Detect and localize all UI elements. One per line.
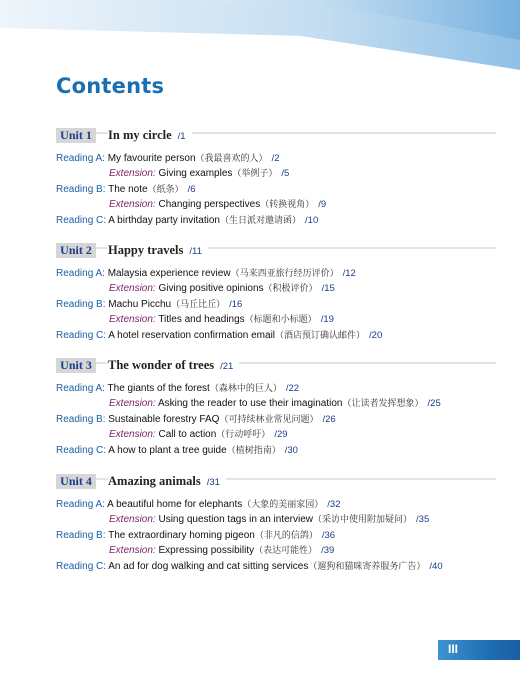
unit-title: Amazing animals [108, 474, 201, 488]
reading-entry[interactable] [56, 298, 242, 312]
header-banner [0, 0, 520, 70]
entry-page: /2 [271, 153, 280, 164]
entry-page: /9 [318, 199, 327, 210]
unit-heading [56, 358, 496, 374]
entry-chinese-title: （我最喜欢的人） [195, 154, 268, 164]
unit-title-group[interactable] [108, 474, 226, 490]
entry-page: /40 [429, 561, 443, 572]
entry-page: /20 [369, 330, 383, 341]
entry-chinese-title: （遛狗和猫咪寄养服务广告） [308, 562, 426, 572]
entry-title: The extraordinary homing pigeon [108, 530, 255, 541]
unit-heading [56, 474, 496, 490]
entry-chinese-title: （大象的美丽家园） [242, 500, 324, 510]
entry-chinese-title: （植树指南） [226, 446, 281, 456]
reading-entry[interactable] [56, 214, 318, 228]
entry-page: /35 [416, 514, 430, 525]
entry-page: /12 [342, 268, 356, 279]
entry-page: /30 [284, 445, 298, 456]
entry-chinese-title: （酒店预订确认邮件） [275, 331, 366, 341]
entry-chinese-title: （森林中的巨人） [209, 384, 282, 394]
entry-chinese-title: （转换视角） [260, 200, 315, 210]
entry-title: A beautiful home for elephants [107, 499, 243, 510]
entry-page: /15 [321, 283, 335, 294]
unit-page: /1 [177, 131, 186, 142]
entry-title: A how to plant a tree guide [108, 445, 227, 456]
entry-chinese-title: （让读者发挥想象） [342, 399, 424, 409]
entry-page: /32 [327, 499, 341, 510]
entry-chinese-title: （标题和小标题） [244, 315, 317, 325]
entry-label: Reading B: [56, 530, 106, 541]
extension-entry[interactable] [109, 513, 429, 527]
entry-title: Malaysia experience review [107, 268, 231, 279]
entry-title: A hotel reservation confirmation email [108, 330, 276, 341]
reading-entry[interactable] [56, 529, 335, 543]
entry-label: Reading C: [56, 330, 107, 341]
unit-tag: Unit 3 [56, 358, 96, 373]
entry-title: Expressing possibility [158, 545, 255, 556]
entry-title: Call to action [158, 429, 217, 440]
entry-title: An ad for dog walking and cat sitting services [108, 561, 309, 572]
entry-label: Extension: [109, 168, 156, 179]
entry-title: Giving examples [158, 168, 233, 179]
entry-page: /22 [285, 383, 300, 394]
entry-page: /29 [274, 429, 288, 440]
unit-page: /31 [206, 477, 220, 488]
unit-title: Happy travels [108, 243, 184, 257]
entry-label: Extension: [109, 283, 156, 294]
reading-entry[interactable] [56, 267, 356, 281]
unit-tag: Unit 1 [56, 128, 96, 143]
entry-title: Giving positive opinions [158, 283, 264, 294]
entry-chinese-title: （表达可能性） [254, 546, 318, 556]
entry-title: Using question tags in an interview [158, 514, 314, 525]
entry-chinese-title: （积极评价） [263, 284, 318, 294]
entry-label: Reading A: [56, 383, 105, 394]
reading-entry[interactable] [56, 444, 298, 458]
reading-entry[interactable] [56, 498, 341, 512]
unit-title-group[interactable] [108, 128, 192, 144]
entry-label: Extension: [109, 199, 156, 210]
entry-label: Extension: [109, 514, 156, 525]
entry-label: Reading C: [56, 561, 107, 572]
entry-label: Reading B: [56, 184, 106, 195]
entry-label: Extension: [109, 545, 156, 556]
unit-title: In my circle [108, 128, 172, 142]
entry-page: /26 [322, 414, 336, 425]
extension-entry[interactable] [109, 544, 334, 558]
entry-label: Reading B: [56, 299, 106, 310]
entry-chinese-title: （采访中使用附加疑问） [313, 515, 413, 525]
entry-label: Reading A: [56, 499, 105, 510]
entry-label: Reading A: [56, 153, 105, 164]
reading-entry[interactable] [56, 382, 299, 396]
entry-label: Reading B: [56, 414, 106, 425]
entry-title: Changing perspectives [158, 199, 261, 210]
extension-entry[interactable] [109, 313, 334, 327]
entry-chinese-title: （马丘比丘） [171, 300, 226, 310]
entry-page: /36 [321, 530, 336, 541]
entry-page: /19 [320, 314, 334, 325]
entry-page: /25 [427, 398, 441, 409]
entry-title: The note [108, 184, 148, 195]
reading-entry[interactable] [56, 413, 336, 427]
entry-title: A birthday party invitation [108, 215, 220, 226]
page-number: III [448, 642, 459, 656]
entry-chinese-title: （非凡的信鸽） [254, 531, 318, 541]
entry-chinese-title: （马来西亚旅行经历评价） [230, 269, 339, 279]
entry-title: Sustainable forestry FAQ [108, 414, 220, 425]
entry-title: Machu Picchu [108, 299, 172, 310]
entry-title: Asking the reader to use their imagination [157, 398, 343, 409]
entry-label: Extension: [109, 398, 156, 409]
entry-chinese-title: （举例子） [232, 169, 278, 179]
entry-page: /39 [321, 545, 335, 556]
unit-tag: Unit 4 [56, 474, 96, 489]
extension-entry[interactable] [109, 167, 289, 181]
reading-entry[interactable] [56, 152, 280, 166]
extension-entry[interactable] [109, 397, 441, 411]
unit-heading [56, 243, 496, 259]
extension-entry[interactable] [109, 428, 288, 442]
unit-tag: Unit 2 [56, 243, 96, 258]
entry-page: /16 [229, 299, 243, 310]
unit-page: /21 [220, 361, 234, 372]
extension-entry[interactable] [109, 282, 335, 296]
unit-title-group[interactable] [108, 243, 208, 259]
entry-page: /5 [281, 168, 290, 179]
unit-title: The wonder of trees [108, 358, 215, 372]
entry-page: /6 [187, 184, 196, 195]
entry-label: Reading C: [56, 445, 107, 456]
entry-page: /10 [305, 215, 319, 226]
entry-title: Titles and headings [158, 314, 245, 325]
unit-title-group[interactable] [108, 358, 239, 374]
reading-entry[interactable] [56, 329, 382, 343]
unit-page: /11 [189, 246, 202, 257]
page-title: Contents [56, 74, 165, 98]
entry-title: My favourite person [107, 153, 196, 164]
reading-entry[interactable] [56, 560, 443, 574]
page-number-tab [438, 640, 520, 660]
entry-label: Reading A: [56, 268, 105, 279]
entry-title: The giants of the forest [107, 383, 210, 394]
entry-chinese-title: （行动呼吁） [216, 430, 271, 440]
entry-label: Extension: [109, 429, 156, 440]
entry-chinese-title: （可持续林业常见问题） [219, 415, 319, 425]
unit-heading [56, 128, 496, 144]
entry-chinese-title: （纸条） [147, 185, 184, 195]
entry-label: Extension: [109, 314, 156, 325]
reading-entry[interactable] [56, 183, 196, 197]
entry-label: Reading C: [56, 215, 107, 226]
extension-entry[interactable] [109, 198, 326, 212]
entry-chinese-title: （生日派对邀请函） [220, 216, 302, 226]
